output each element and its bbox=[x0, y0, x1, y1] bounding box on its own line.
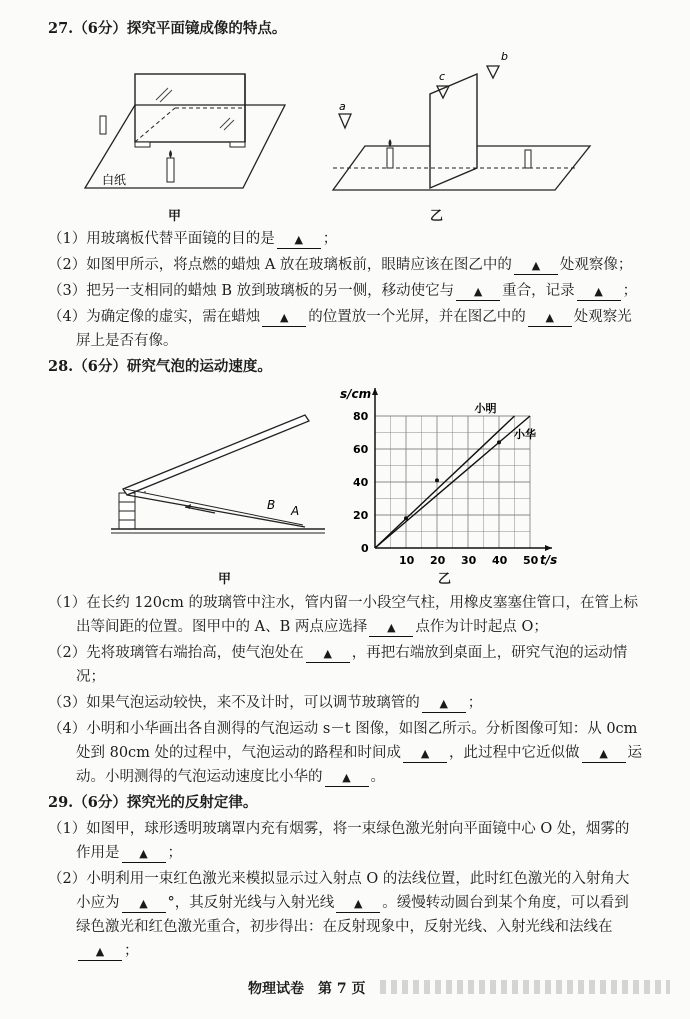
series-label-0: 小明 bbox=[474, 402, 497, 415]
data-point bbox=[435, 478, 439, 482]
answer-blank[interactable]: ▲ bbox=[122, 896, 166, 913]
q29-item-1-cont: 作用是 ▲ ； bbox=[76, 845, 182, 861]
answer-blank[interactable]: ▲ bbox=[325, 770, 369, 787]
answer-blank[interactable]: ▲ bbox=[336, 896, 380, 913]
x-tick-label: 40 bbox=[492, 554, 508, 566]
answer-blank[interactable]: ▲ bbox=[582, 746, 626, 763]
q28-item-4-cont2: 动。小明测得的气泡运动速度比小华的 ▲ 。 bbox=[76, 769, 385, 785]
q29-item-2-cont2: 绿色激光和红色激光重合，初步得出：在反射现象中，反射光线、入射光线和法线在 bbox=[76, 919, 613, 935]
x-tick-label: 50 bbox=[523, 554, 539, 566]
y-tick-label: 80 bbox=[353, 410, 369, 423]
q27-item-2: （2）如图甲所示，将点燃的蜡烛 A 放在玻璃板前，眼睛应该在图乙中的 ▲ 处观察像； bbox=[48, 257, 633, 273]
q27-item-4-cont: 屏上是否有像。 bbox=[76, 333, 178, 349]
y-axis-arrow bbox=[372, 388, 378, 395]
q29-item-2: （2）小明利用一束红色激光来模拟显示过入射点 O 的法线位置，此时红色激光的入射角大 bbox=[48, 871, 630, 887]
answer-blank[interactable]: ▲ bbox=[456, 284, 500, 301]
q28-figure-left bbox=[105, 405, 335, 540]
q27-item-3: （3）把另一支相同的蜡烛 B 放到玻璃板的另一侧，移动使它与 ▲ 重合，记录 ▲ ； bbox=[48, 283, 638, 299]
x-tick-label: 10 bbox=[399, 554, 415, 566]
q28-caption-right: 乙 bbox=[438, 572, 452, 587]
q28-item-4-cont: 处到 80cm 处的过程中，气泡运动的路程和时间成 ▲ ，此过程中它近似做 ▲ 运 bbox=[76, 745, 643, 761]
x-axis-arrow bbox=[545, 545, 552, 551]
x-tick-label: 20 bbox=[430, 554, 446, 566]
q28-title: 28.（6分）研究气泡的运动速度。 bbox=[48, 358, 272, 375]
q28-caption-left: 甲 bbox=[218, 572, 232, 587]
white-paper-label: 白纸 bbox=[102, 173, 127, 187]
y-axis-label: s/cm bbox=[340, 387, 372, 401]
answer-blank[interactable]: ▲ bbox=[262, 310, 306, 327]
q27-caption-left: 甲 bbox=[168, 209, 182, 224]
q29-item-1: （1）如图甲，球形透明玻璃罩内充有烟雾，将一束绿色激光射向平面镜中心 O 处，烟雾的 bbox=[48, 821, 630, 837]
q28-item-2-cont: 况； bbox=[76, 669, 105, 685]
y-tick-label: 60 bbox=[353, 443, 369, 456]
answer-blank[interactable]: ▲ bbox=[369, 620, 413, 637]
q28-item-1-cont: 出等间距的位置。图甲中的 A、B 两点应选择 ▲ 点作为计时起点 O； bbox=[76, 619, 548, 635]
answer-blank[interactable]: ▲ bbox=[514, 258, 558, 275]
q27-item-4: （4）为确定像的虚实，需在蜡烛 ▲ 的位置放一个光屏，并在图乙中的 ▲ 处观察光 bbox=[48, 309, 632, 325]
answer-blank[interactable]: ▲ bbox=[528, 310, 572, 327]
q27-figure-left bbox=[80, 60, 290, 195]
q28-item-1: （1）在长约 120cm 的玻璃管中注水，管内留一小段空气柱，用橡皮塞塞住管口，在管上标 bbox=[48, 595, 638, 611]
eye-icon-b bbox=[487, 66, 499, 78]
q28-item-2: （2）先将玻璃管右端抬高，使气泡处在 ▲ ，再把右端放到桌面上，研究气泡的运动情 bbox=[48, 645, 628, 661]
label-a: a bbox=[339, 100, 346, 113]
answer-blank[interactable]: ▲ bbox=[422, 696, 466, 713]
label-c: c bbox=[439, 70, 446, 83]
y-tick-label: 20 bbox=[353, 509, 369, 522]
answer-blank[interactable]: ▲ bbox=[403, 746, 447, 763]
origin-label: 0 bbox=[361, 542, 369, 555]
x-axis-label: t/s bbox=[540, 553, 558, 566]
answer-blank[interactable]: ▲ bbox=[306, 646, 350, 663]
tube-label-a: A bbox=[291, 504, 300, 518]
footer-scan-artifact bbox=[380, 980, 670, 994]
answer-blank[interactable]: ▲ bbox=[78, 944, 122, 961]
q27-title: 27.（6分）探究平面镜成像的特点。 bbox=[48, 20, 287, 37]
q27-caption-right: 乙 bbox=[430, 209, 444, 224]
series-label-1: 小华 bbox=[514, 428, 536, 441]
label-b: b bbox=[501, 50, 508, 63]
data-point bbox=[497, 440, 501, 444]
tube-label-b: B bbox=[267, 498, 276, 512]
eye-icon-a bbox=[339, 114, 351, 128]
x-tick-label: 30 bbox=[461, 554, 477, 566]
q29-item-2-cont: 小应为 ▲ °，其反射光线与入射光线 ▲ 。缓慢转动圆台到某个角度，可以看到 bbox=[76, 895, 629, 911]
q27-figure-right bbox=[325, 48, 595, 198]
q28-st-chart bbox=[330, 378, 570, 566]
q28-item-3: （3）如果气泡运动较快，来不及计时，可以调节玻璃管的 ▲ ； bbox=[48, 695, 483, 711]
q28-item-4: （4）小明和小华画出各自测得的气泡运动 s－t 图像，如图乙所示。分析图像可知：从 0cm bbox=[48, 721, 638, 737]
answer-blank[interactable]: ▲ bbox=[577, 284, 621, 301]
answer-blank[interactable]: ▲ bbox=[277, 232, 321, 249]
data-point bbox=[404, 516, 408, 520]
page-footer: 物理试卷 第 7 页 bbox=[248, 981, 366, 997]
y-tick-label: 40 bbox=[353, 476, 369, 489]
answer-blank[interactable]: ▲ bbox=[122, 846, 166, 863]
q29-item-2-cont3: ▲ ； bbox=[76, 940, 139, 962]
q29-title: 29.（6分）探究光的反射定律。 bbox=[48, 794, 258, 811]
q27-item-1: （1）用玻璃板代替平面镜的目的是 ▲ ； bbox=[48, 231, 338, 247]
